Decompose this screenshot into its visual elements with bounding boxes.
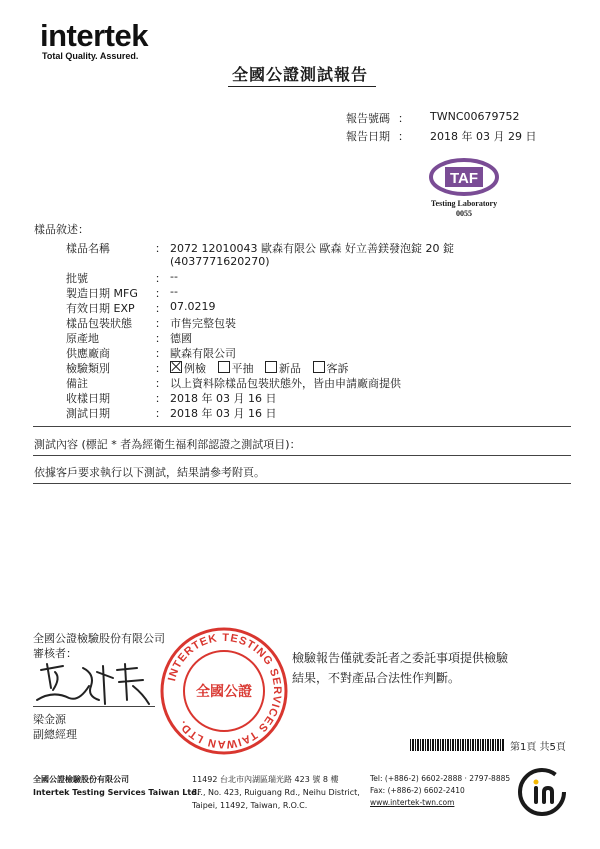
origin-value: 德國	[170, 332, 192, 345]
packaging-label: 樣品包裝狀態	[66, 317, 132, 330]
report-number-colon: ：	[398, 112, 409, 125]
received-date-label: 收樣日期	[66, 392, 110, 405]
mfg-colon: ：	[155, 287, 166, 300]
report-title: 全國公證測試報告	[231, 65, 368, 84]
company-name: 全國公證檢驗股份有限公司	[33, 632, 165, 645]
footer-address-zh: 11492 台北市內湖區瑞光路 423 號 8 樓	[192, 775, 339, 784]
remark-label: 備註	[66, 377, 88, 390]
footer-tel: Tel: (+886-2) 6602-2888 · 2797-8885	[370, 774, 511, 783]
taf-accreditation-logo	[429, 155, 499, 199]
signature-line	[33, 706, 155, 707]
mfg-value: --	[170, 285, 178, 298]
sample-name-value-line2: (4037771620270)	[170, 255, 270, 268]
inspection-type-colon: ：	[155, 362, 166, 375]
supplier-value: 歐森有限公司	[170, 347, 236, 360]
footer-company-zh: 全國公證檢驗股份有限公司	[33, 775, 129, 784]
taf-mark-text: TAF	[449, 170, 479, 187]
origin-label: 原產地	[66, 332, 99, 345]
sample-name-value-line1: 2072 12010043 歐森有限公 歐森 好立善鎂發泡錠 20 錠	[170, 242, 454, 255]
test-date-label: 測試日期	[66, 407, 110, 420]
mfg-label: 製造日期 MFG	[66, 287, 138, 300]
inspection-type-label: 檢驗類別	[66, 362, 110, 375]
taf-caption-line2: 0055	[456, 209, 472, 218]
batch-label: 批號	[66, 272, 88, 285]
checkbox-empty-icon	[265, 361, 277, 373]
footer-company	[33, 773, 200, 799]
intertek-in-logo-icon	[516, 766, 568, 818]
divider	[33, 483, 571, 484]
test-date-value: 2018 年 03 月 16 日	[170, 407, 277, 420]
sample-heading: 樣品敘述：	[34, 223, 89, 236]
sample-name-colon: ：	[155, 242, 166, 255]
footer-web[interactable]: www.intertek-twn.com	[370, 798, 455, 807]
report-number-value: TWNC00679752	[430, 110, 520, 123]
option-new-product: 新品	[265, 362, 301, 375]
packaging-colon: ：	[155, 317, 166, 330]
exp-value: 07.0219	[170, 300, 216, 313]
checkbox-empty-icon	[313, 361, 325, 373]
inspection-type-options	[170, 360, 357, 376]
checkbox-checked-icon	[170, 361, 182, 373]
report-date-value: 2018 年 03 月 29 日	[430, 130, 537, 143]
option-random: 平抽	[218, 362, 254, 375]
sample-name-label: 樣品名稱	[66, 242, 110, 255]
disclaimer	[292, 648, 508, 688]
exp-label: 有效日期 EXP	[66, 302, 135, 315]
company-seal-stamp	[158, 625, 290, 757]
report-date-label: 報告日期	[346, 130, 390, 143]
batch-value: --	[170, 270, 178, 283]
barcode	[410, 739, 504, 751]
stamp-center-text: 全國公證	[196, 684, 252, 700]
exp-colon: ：	[155, 302, 166, 315]
taf-caption	[414, 199, 514, 219]
footer-company-en: Intertek Testing Services Taiwan Ltd.	[33, 788, 200, 797]
packaging-value: 市售完整包裝	[170, 317, 236, 330]
supplier-label: 供應廠商	[66, 347, 110, 360]
supplier-colon: ：	[155, 347, 166, 360]
option-complaint: 客訴	[313, 362, 349, 375]
footer-address-en2: Taipei, 11492, Taiwan, R.O.C.	[192, 801, 308, 810]
divider	[33, 426, 571, 427]
page-number: 第1頁 共5頁	[510, 742, 566, 753]
stamp-ring-text: INTERTEK TESTING SERVICES TAIWAN LTD.	[166, 631, 284, 751]
footer-address-en1: 8F., No. 423, Ruiguang Rd., Neihu District,	[192, 788, 360, 797]
signer-title: 副總經理	[33, 728, 77, 741]
report-date-colon: ：	[398, 130, 409, 143]
origin-colon: ：	[155, 332, 166, 345]
test-note: 依據客戶要求執行以下測試，結果請參考附頁。	[34, 466, 265, 479]
test-date-colon: ：	[155, 407, 166, 420]
report-number-label: 報告號碼	[346, 112, 390, 125]
handwritten-signature	[33, 660, 158, 710]
reviewer-label: 審核者：	[33, 647, 77, 660]
disclaimer-line1: 檢驗報告僅就委託者之委託事項提供檢驗	[292, 651, 509, 665]
option-routine: 例檢	[170, 362, 206, 375]
taf-caption-line1: Testing Laboratory	[430, 199, 498, 208]
footer-fax: Fax: (+886-2) 6602-2410	[370, 786, 465, 795]
remark-colon: ：	[155, 377, 166, 390]
signer-name: 梁金源	[33, 713, 66, 726]
footer-address	[192, 773, 360, 812]
title-underline	[228, 86, 376, 87]
test-content-heading: 測試內容 (標記 * 者為經衛生福利部認證之測試項目)：	[34, 438, 301, 451]
intertek-logo: intertek	[40, 18, 148, 53]
logo-tagline: Total Quality. Assured.	[42, 51, 139, 61]
received-date-colon: ：	[155, 392, 166, 405]
received-date-value: 2018 年 03 月 16 日	[170, 392, 277, 405]
footer-contact	[370, 773, 510, 809]
remark-value: 以上資料除樣品包裝狀態外，皆由申請廠商提供	[170, 377, 401, 390]
checkbox-empty-icon	[218, 361, 230, 373]
disclaimer-line2: 結果，不對產品合法性作判斷。	[292, 671, 461, 685]
divider	[33, 455, 571, 456]
batch-colon: ：	[155, 272, 166, 285]
